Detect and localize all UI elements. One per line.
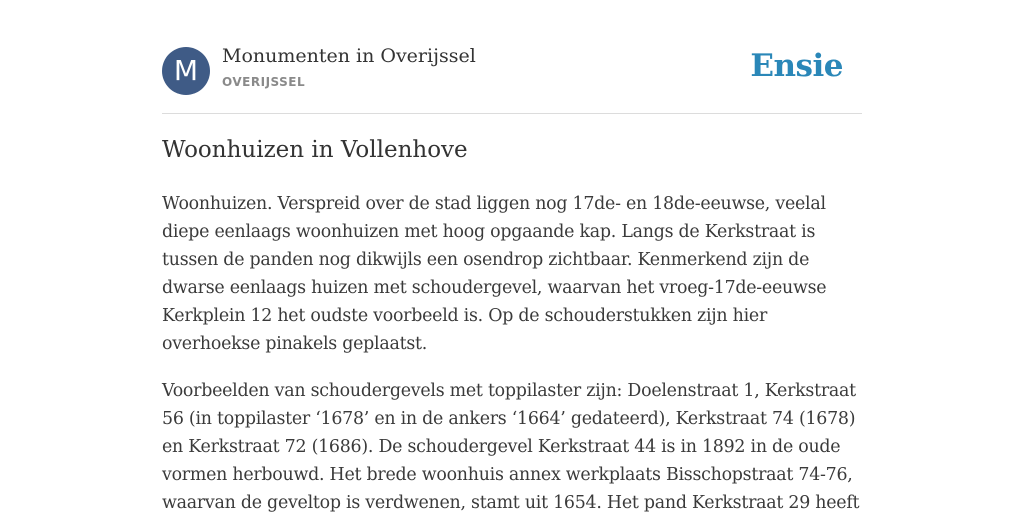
article-paragraph: Woonhuizen. Verspreid over de stad liggen nog 17de- en 18de-eeuwse, veelal diepe eenlaags woonhuizen met hoog opgaande kap. Langs de Kerkstraat is tussen de panden nog dikwijls een osendrop zichtbaar. Kenmerkend zijn de dwarse eenlaags huizen met schoudergevel, waarvan het vroeg-17de-eeuwse Kerkplein 12 het oudste voorbeeld is. Op de schouderstukken zijn hier overhoekse pinakels geplaatst. (162, 194, 827, 354)
article-title: Woonhuizen in Vollenhove (162, 137, 468, 163)
page-container (162, 0, 862, 512)
article-body (162, 190, 862, 512)
source-avatar[interactable]: M (162, 47, 210, 95)
ensie-logo[interactable]: Ensie (750, 48, 843, 84)
source-header (162, 0, 862, 114)
source-subtitle: OVERIJSSEL (222, 75, 306, 89)
source-title[interactable]: Monumenten in Overijssel (222, 45, 476, 67)
article-paragraph: Voorbeelden van schoudergevels met toppilaster zijn: Doelenstraat 1, Kerkstraat 56 (in toppilaster ‘1678’ en in de ankers ‘1664’ gedateerd), Kerkstraat 74 (1678) en Kerkstraat 72 (1686). De schoudergevel Kerkstraat 44 is in 1892 in de oude vormen herbouwd. Het brede woonhuis annex werkplaats Bisschopstraat 74-76, waarvan de geveltop is verdwenen, stamt uit 1654. Het pand Kerkstraat 29 heeft (162, 381, 860, 512)
